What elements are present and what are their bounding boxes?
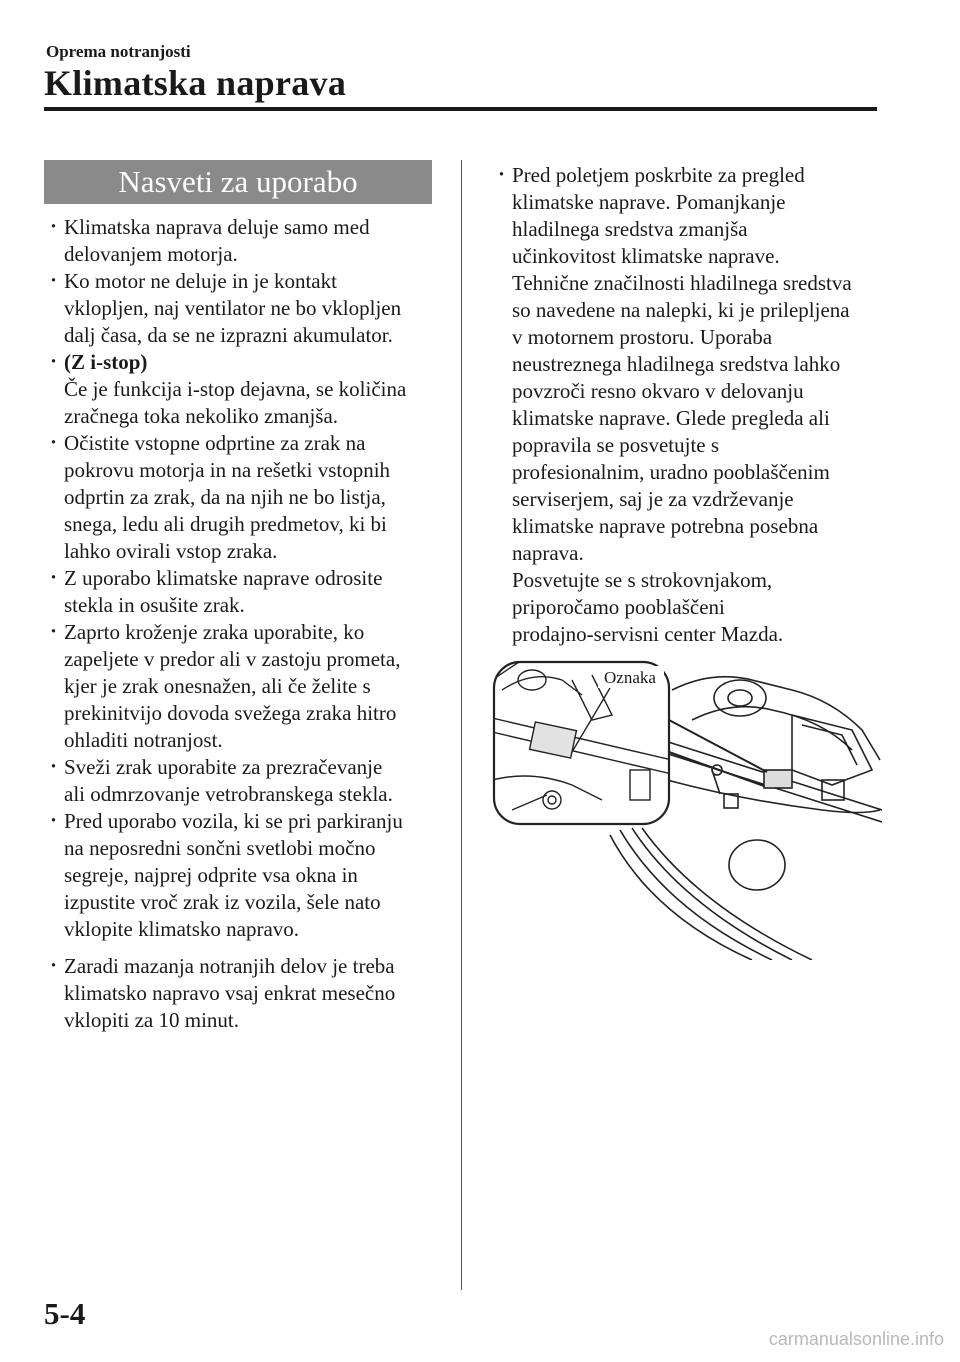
- bullet-line: · Zaradi mazanja notranjih delov je treba: [64, 954, 395, 978]
- bullet-line: izpustite vroč zrak iz vozila, šele nato: [64, 890, 381, 914]
- right-column: [492, 162, 882, 648]
- page-title: Klimatska naprava: [44, 63, 347, 103]
- bullet-line: klimatske naprave. Glede pregleda ali: [512, 406, 830, 430]
- inset-connector: [669, 720, 767, 786]
- bullet-item: [44, 430, 444, 565]
- bullet-line: so navedene na nalepki, ki je prilepljena: [512, 298, 850, 322]
- bullet-line: · Očistite vstopne odprtine za zrak na: [64, 431, 366, 455]
- bullet-line: snega, ledu ali drugih predmetov, ki bi: [64, 512, 387, 536]
- bullet-line: kjer je zrak onesnažen, ali če želite s: [64, 674, 371, 698]
- bullet-line: prodajno-servisni center Mazda.: [512, 622, 784, 646]
- bullet-line: na neposredni sončni svetlobi močno: [64, 836, 376, 860]
- header-divider: [44, 107, 877, 111]
- engine-bay-illustration: [492, 660, 882, 960]
- bullet-line: serviserjem, saj je za vzdrževanje: [512, 487, 794, 511]
- bullet-line: neustreznega hladilnega sredstva lahko: [512, 352, 841, 376]
- bullet-item: [44, 268, 444, 349]
- bullet-line: učinkovitost klimatske naprave.: [512, 244, 780, 268]
- bullet-line: klimatsko napravo vsaj enkrat mesečno: [64, 981, 396, 1005]
- bullet-line: v motornem prostoru. Uporaba: [512, 325, 773, 349]
- bullet-line: priporočamo pooblaščeni: [512, 595, 725, 619]
- bullet-line: naprava.: [512, 541, 584, 565]
- bullet-item: [44, 565, 444, 619]
- header-section-label: Oprema notranjosti: [46, 42, 191, 61]
- bullet-line: zapeljete v predor ali v zastoju prometa,: [64, 647, 401, 671]
- bullet-line: stekla in osušite zrak.: [64, 593, 245, 617]
- bullet-line: vklopite klimatsko napravo.: [64, 917, 300, 941]
- bullet-item: [44, 214, 444, 268]
- bullet-line: hladilnega sredstva zmanjša: [512, 217, 748, 241]
- bullet-line: · Sveži zrak uporabite za prezračevanje: [64, 755, 383, 779]
- bullet-line: Če je funkcija i-stop dejavna, se količina: [64, 377, 407, 401]
- bullet-line: prekinitvijo dovoda svežega zraka hitro: [64, 701, 397, 725]
- bullet-line: Posvetujte se s strokovnjakom,: [512, 568, 773, 592]
- bullet-line: vklopljen, naj ventilator ne bo vklopljen: [64, 296, 402, 320]
- bullet-line: pokrovu motorja in na rešetki vstopnih: [64, 458, 391, 482]
- bullet-line: odprtin za zrak, da na njih ne bo listja,: [64, 485, 386, 509]
- left-bullet-list: [44, 214, 444, 1034]
- bullet-line: · Pred uporabo vozila, ki se pri parkiranju: [64, 809, 403, 833]
- bullet-line: popravila se posvetujte s: [512, 433, 720, 457]
- bullet-line: klimatske naprave potrebna posebna: [512, 514, 819, 538]
- bullet-line: · Z uporabo klimatske naprave odrosite: [64, 566, 383, 590]
- bullet-line: lahko ovirali vstop zraka.: [64, 539, 278, 563]
- bullet-item: [44, 619, 444, 754]
- bullet-line: ali odmrzovanje vetrobranskega stekla.: [64, 782, 393, 806]
- bullet-item: [44, 953, 444, 1034]
- bullet-heading: · (Z i-stop): [64, 350, 148, 374]
- page-number: 5-4: [44, 1296, 86, 1331]
- bullet-line: · Pred poletjem poskrbite za pregled: [512, 163, 805, 187]
- bullet-line: profesionalnim, uradno pooblaščenim: [512, 460, 830, 484]
- engine-bay-figure: [492, 660, 882, 960]
- right-bullet-list: [492, 162, 882, 648]
- column-divider: [461, 160, 462, 1290]
- bullet-item: [44, 808, 444, 943]
- callout-label: Oznaka: [604, 668, 656, 687]
- bullet-line: dalj časa, da se ne izprazni akumulator.: [64, 323, 393, 347]
- bullet-item: [492, 162, 882, 648]
- bullet-line: zračnega toka nekoliko zmanjša.: [64, 404, 339, 428]
- bullet-line: ohladiti notranjost.: [64, 728, 223, 752]
- bullet-line: segreje, najprej odprite vsa okna in: [64, 863, 358, 887]
- bullet-line: delovanjem motorja.: [64, 242, 238, 266]
- bullet-line: vklopiti za 10 minut.: [64, 1008, 239, 1032]
- bullet-line: · Klimatska naprava deluje samo med: [64, 215, 370, 239]
- bullet-line: povzroči resno okvaro v delovanju: [512, 379, 804, 403]
- bullet-item: [44, 349, 444, 430]
- left-column: [44, 160, 444, 1034]
- bullet-line: · Zaprto kroženje zraka uporabite, ko: [64, 620, 365, 644]
- bullet-line: Tehnične značilnosti hladilnega sredstva: [512, 271, 852, 295]
- section-banner: Nasveti za uporabo: [44, 160, 432, 204]
- watermark: carmanualsonline.info: [768, 1329, 944, 1349]
- bullet-line: · Ko motor ne deluje in je kontakt: [64, 269, 337, 293]
- bullet-line: klimatske naprave. Pomanjkanje: [512, 190, 786, 214]
- bullet-item: [44, 754, 444, 808]
